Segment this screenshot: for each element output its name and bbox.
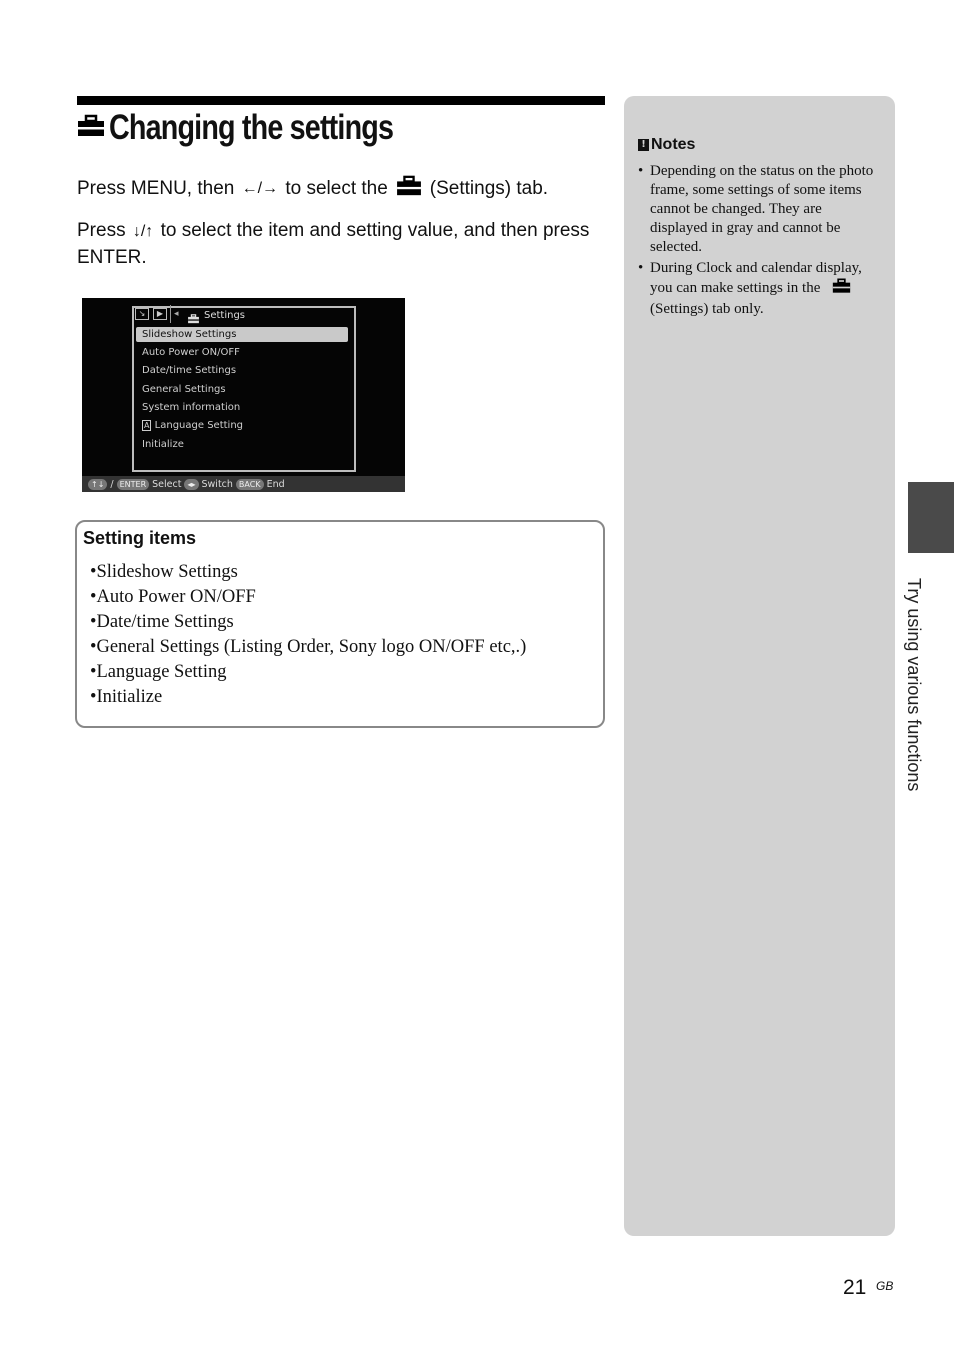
page-title (77, 104, 456, 152)
slash-separator: / (110, 478, 114, 490)
screen-menu-item-selected: Slideshow Settings (136, 327, 348, 342)
region-code: GB (876, 1279, 894, 1293)
section-tab-label: Try using various functions (904, 578, 924, 792)
edit-tab-icon: ↘ (135, 308, 149, 320)
screen-footer (82, 476, 405, 492)
screen-menu-item-label: Language Setting (154, 420, 244, 431)
note-icon: ! (638, 139, 649, 151)
list-item: •Initialize (90, 687, 163, 707)
instruction-text: to select the item and setting value, and then press ENTER. (77, 220, 590, 268)
setting-items-heading: Setting items (83, 528, 197, 548)
screen-tab-label: Settings (204, 310, 246, 321)
settings-menu-screenshot (82, 298, 405, 492)
note-item (638, 259, 878, 319)
screen-menu-item: General Settings (142, 384, 226, 395)
select-hint: Select (152, 478, 182, 490)
section-tab-marker (908, 482, 954, 553)
list-item: •Slideshow Settings (90, 562, 238, 582)
setting-items-list (90, 560, 526, 710)
screen-menu-item: Initialize (142, 439, 184, 450)
toolbox-settings-icon (77, 114, 105, 143)
setting-items-box (75, 520, 605, 728)
down-up-arrow-icon: ↓/↑ (132, 223, 154, 240)
list-item: •Auto Power ON/OFF (90, 587, 256, 607)
play-tab-icon: ▶ (153, 308, 167, 320)
left-right-key-icon: ◂▸ (184, 479, 198, 490)
switch-hint: Switch (201, 478, 233, 490)
enter-key-badge: ENTER (117, 479, 150, 490)
screen-tab-arrow-icon: ◂ (174, 309, 179, 319)
list-item: •General Settings (Listing Order, Sony logo ON/OFF etc,.) (90, 637, 527, 657)
screen-menu-item (142, 420, 243, 431)
notes-panel (624, 96, 895, 1236)
list-item: •Language Setting (90, 662, 227, 682)
notes-heading (638, 136, 695, 154)
page-title-text: Changing the settings (109, 108, 394, 147)
up-down-key-icon: ↑↓ (88, 479, 107, 490)
instruction-text: Press MENU, then (77, 178, 235, 199)
note-text: During Clock and calendar display, you can make settings in the (650, 260, 862, 296)
left-right-arrow-icon: ←/→ (241, 180, 279, 197)
toolbox-settings-icon (396, 175, 422, 203)
end-hint: End (266, 478, 285, 490)
instruction-text: to select the (285, 178, 388, 199)
toolbox-settings-icon (832, 278, 851, 300)
notes-heading-text: Notes (651, 136, 696, 153)
note-item: • Depending on the status on the photo frame, some settings of some items cannot be changed. They are displayed in gray and cannot be selected. (638, 162, 878, 257)
list-item: •Date/time Settings (90, 612, 234, 632)
note-text: (Settings) tab only. (650, 301, 764, 317)
instruction-text: Press (77, 220, 126, 241)
instruction-select (77, 218, 602, 271)
instruction-text: (Settings) tab. (429, 178, 549, 199)
screen-menu-item: System information (142, 402, 241, 413)
notes-list (638, 162, 878, 321)
language-icon: A (144, 421, 150, 430)
page-number: 21 (843, 1276, 867, 1299)
back-key-badge: BACK (236, 479, 264, 490)
screen-menu-item: Auto Power ON/OFF (142, 347, 240, 358)
instruction-menu (77, 175, 548, 203)
screen-menu-item: Date/time Settings (142, 365, 237, 376)
